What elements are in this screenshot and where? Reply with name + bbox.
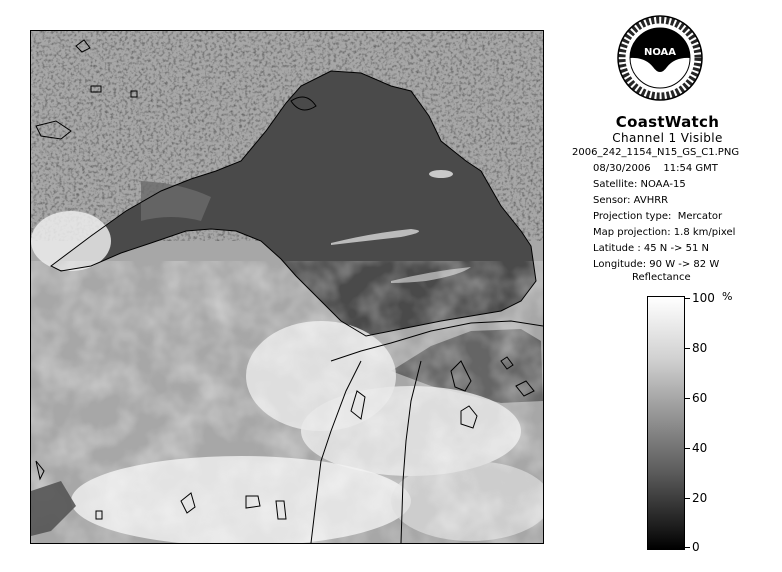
satellite-label: Satellite: NOAA-15 (593, 179, 686, 190)
logo-center-text: NOAA (643, 47, 677, 58)
reflectance-colorbar (647, 296, 685, 550)
colorbar-tick (684, 348, 690, 349)
colorbar-tick (684, 547, 690, 548)
colorbar-tick-label: 100 (692, 291, 715, 305)
sensor-label: Sensor: AVHRR (593, 195, 669, 206)
map-svg (31, 31, 543, 543)
colorbar-tick-label: 80 (692, 341, 708, 355)
colorbar-tick (684, 398, 690, 399)
longitude-label: Longitude: 90 W -> 82 W (593, 259, 720, 270)
latitude-label: Latitude : 45 N -> 51 N (593, 243, 709, 254)
acquisition-date: 08/30/2006 (593, 163, 651, 174)
colorbar-tick-label: 0 (692, 540, 700, 554)
colorbar-tick-label: 20 (692, 491, 708, 505)
projection-type-label: Projection type: Mercator (593, 211, 723, 222)
map-projection-label: Map projection: 1.8 km/pixel (593, 227, 736, 238)
acquisition-datetime (593, 163, 718, 175)
satellite-image (30, 30, 544, 544)
colorbar-tick-label: 40 (692, 441, 708, 455)
noaa-logo (617, 15, 703, 101)
acquisition-time: 11:54 GMT (663, 163, 718, 174)
colorbar-tick (684, 298, 690, 299)
channel-subtitle: Channel 1 Visible (612, 131, 723, 145)
colorbar-tick (684, 448, 690, 449)
app-title: CoastWatch (615, 113, 720, 131)
colorbar-title: Reflectance (632, 272, 691, 283)
noaa-seal-icon (617, 15, 703, 101)
file-name: 2006_242_1154_N15_GS_C1.PNG (572, 147, 740, 158)
colorbar-unit: % (722, 290, 733, 303)
colorbar-tick-label: 60 (692, 391, 708, 405)
colorbar-tick (684, 498, 690, 499)
